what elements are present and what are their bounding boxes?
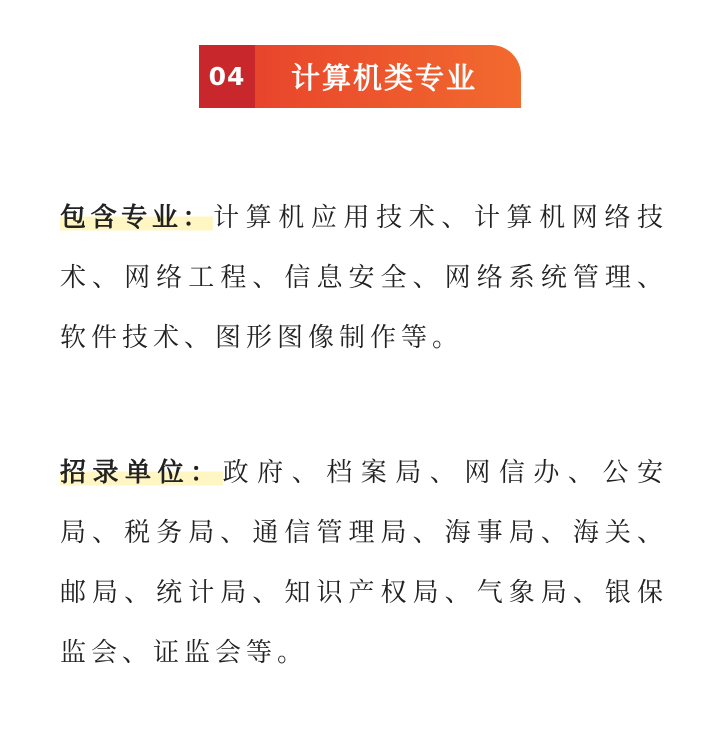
majors-text: 计算机应用技术、计算机网络技术、网络工程、信息安全、网络系统管理、软件技术、图形图像制作等。 [60,203,668,353]
section-number: 04 [199,45,255,108]
recruiters-text: 政府、档案局、网信办、公安局、税务局、通信管理局、海事局、海关、邮局、统计局、知识产权局、气象局、银保监会、证监会等。 [60,458,668,668]
recruiters-label: 招录单位： [60,458,223,488]
majors-label: 包含专业： [60,203,214,233]
recruiters-paragraph [60,443,668,683]
section-banner [199,45,521,108]
majors-paragraph [60,188,668,368]
section-title: 计算机类专业 [255,45,521,108]
